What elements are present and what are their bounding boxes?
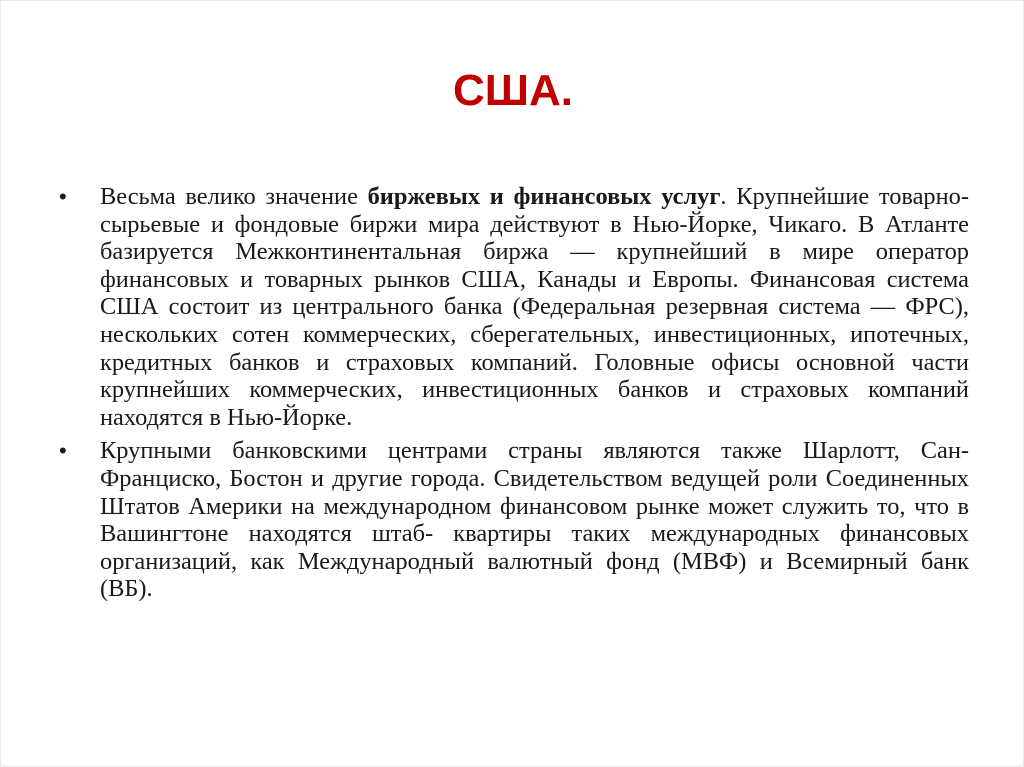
- bullet-text-body: . Крупнейшие товарно-сырьевые и фондовые биржи мира действуют в Нью-Йорке, Чикаго. В Атланте базируется Межконтинентальная биржа — крупнейший в мире оператор финансовых и товарных рынков США, Канады и Европы. Финансовая система США состоит из центрального банка (Федеральная резервная система — ФРС), нескольких сотен коммерческих, сберегательных, инвестиционных, ипотечных, кредитных банков и страховых компаний. Головные офисы основной части крупнейших коммерческих, инвестиционных банков и страховых компаний находятся в Нью-Йорке.: [100, 183, 969, 431]
- bullet-text-emphasis: биржевых и финансовых услуг: [367, 183, 721, 210]
- bullet-list: [59, 183, 969, 609]
- slide-title: США.: [453, 66, 573, 115]
- bullet-icon: •: [59, 438, 67, 464]
- bullet-text-body: Крупными банковскими центрами страны являются также Шарлотт, Сан-Франциско, Бостон и другие города. Свидетельством ведущей роли Соединенных Штатов Америки на международном финансовом рынке может служить то, что в Вашингтоне находятся штаб- квартиры таких международных финансовых организаций, как Международный валютный фонд (МВФ) и Всемирный банк (ВБ).: [100, 437, 969, 603]
- bullet-icon: •: [59, 184, 67, 209]
- bullet-item-financial-services: [59, 183, 969, 431]
- bullet-item-banking-centers: [59, 437, 969, 603]
- bullet-text-intro: Весьма велико значение: [100, 183, 368, 210]
